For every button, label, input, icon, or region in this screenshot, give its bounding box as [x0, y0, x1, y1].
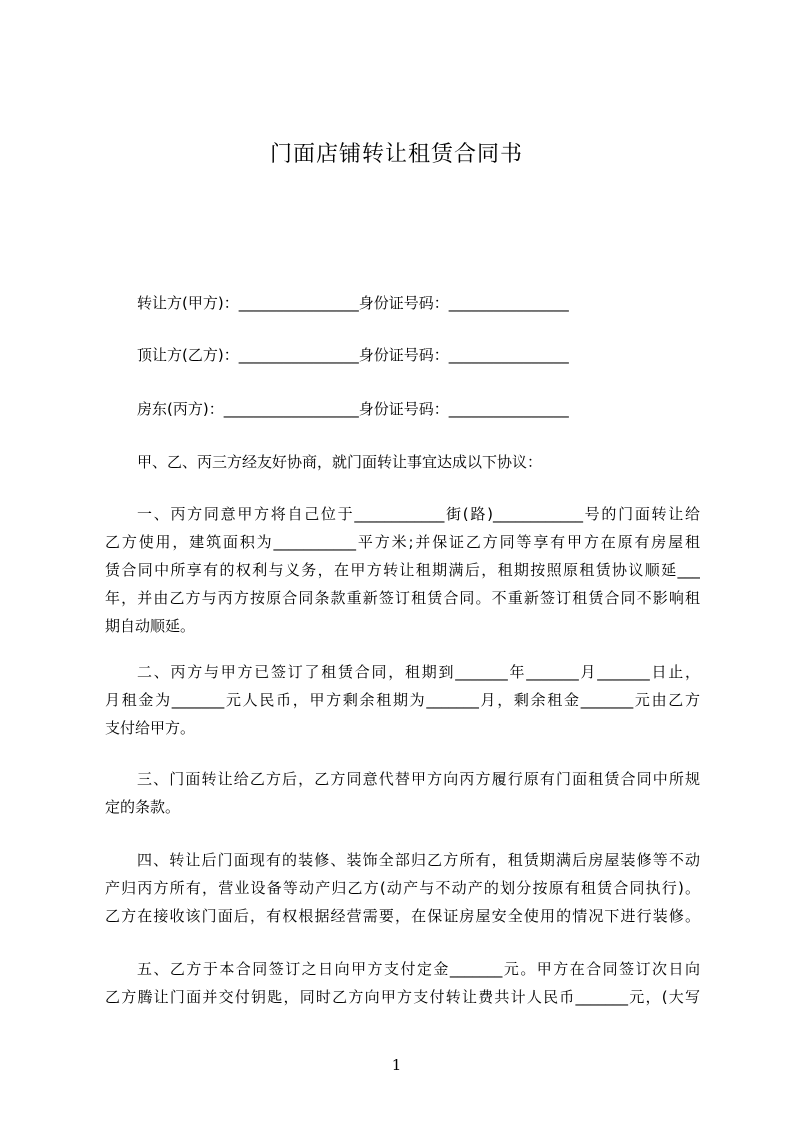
clause-line: 三、门面转让给乙方后，乙方同意代替甲方向丙方履行原有门面租赁合同中所规 [137, 770, 700, 788]
clause-line: 乙方在接收该门面后，有权根据经营需要，在保证房屋安全使用的情况下进行装修。 [105, 907, 700, 925]
clause-line: 支付给甲方。 [105, 719, 196, 737]
clause-1 [105, 500, 700, 640]
clause-line: 月租金为_______元人民币，甲方剩余租期为_______月，剩余租金_______元由乙方 [105, 691, 700, 709]
clause-line: 四、转让后门面现有的装修、装饰全部归乙方所有，租赁期满后房屋装修等不动 [137, 851, 700, 869]
clause-line: 五、乙方于本合同签订之日向甲方支付定金_______元。甲方在合同签订次日向 [137, 960, 700, 978]
clause-line: 产归丙方所有，营业设备等动产归乙方(动产与不动产的划分按原有租赁合同执行)。 [105, 879, 700, 897]
clause-line: 期自动顺延。 [105, 617, 196, 635]
party-line-transferee: 顶让方(乙方)：________________身份证号码：________________ [137, 346, 569, 364]
page-number: 1 [391, 1056, 402, 1074]
clause-5 [105, 955, 700, 1011]
clause-line: 定的条款。 [105, 798, 181, 816]
party-line-transferor: 转让方(甲方)：________________身份证号码：________________ [137, 294, 569, 312]
clause-line: 乙方使用，建筑面积为___________平方米;并保证乙方同等享有甲方在原有房屋租 [105, 533, 700, 551]
clause-4 [105, 846, 700, 930]
clause-2 [105, 658, 700, 742]
clause-line: 年，并由乙方与丙方按原合同条款重新签订租赁合同。不重新签订租赁合同不影响租 [105, 589, 700, 607]
clause-3 [105, 765, 700, 821]
intro-paragraph: 甲、乙、丙三方经友好协商，就门面转让事宜达成以下协议： [137, 453, 543, 471]
clause-line: 一、丙方同意甲方将自己位于____________街(路)____________号的门面转让给 [137, 505, 700, 523]
document-title: 门面店铺转让租赁合同书 [269, 142, 523, 167]
clause-line: 二、丙方与甲方已签订了租赁合同，租期到_______年_______月_______日止， [137, 663, 700, 681]
clause-line: 赁合同中所享有的权利与义务，在甲方转让租期满后，租期按照原租赁协议顺延___ [105, 561, 700, 579]
clause-line: 乙方腾让门面并交付钥匙，同时乙方向甲方支付转让费共计人民币_______元，(大写 [105, 988, 700, 1006]
party-line-landlord: 房东(丙方)：__________________身份证号码：________________ [137, 400, 569, 418]
